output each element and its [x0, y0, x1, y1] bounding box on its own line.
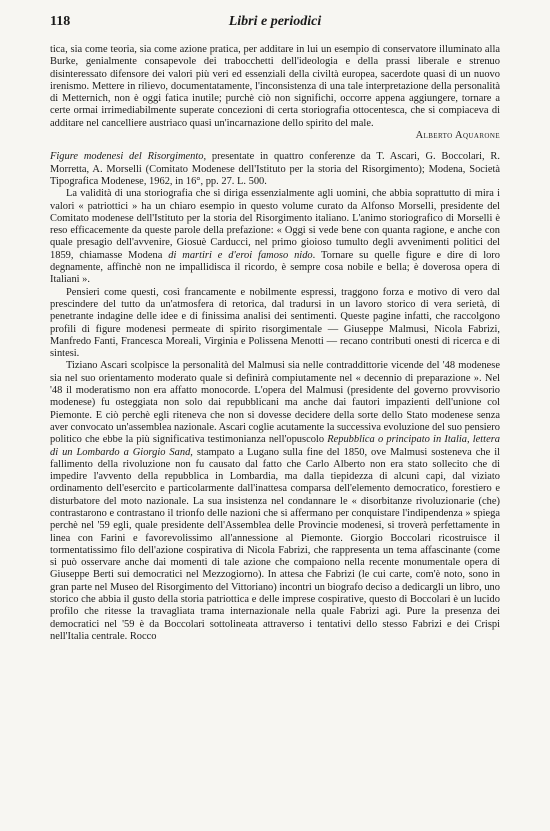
- review-heading: [50, 151, 500, 188]
- running-head: Libri e periodici: [228, 14, 322, 29]
- paragraph-text: Tiziano Ascari scolpisce la personalità del Malmusi sia nelle contraddittorie vicende del '48 modenese sia nel suo orientamento moderato quale si definirà compiutamente nel « decennio di preparazione ». Nel '48 il moderatismo non era affatto monocorde. L'opera del Malmusi (presidente del governo provvisorio modenese) fu osteggiata non solo dai repubblicani ma anche dai fautori impazienti dell'unione col Piemonte. E ciò perchè egli riteneva che non si dovesse decidere della sorte dello Stato modenese senza aver convocato un'assemblea nazionale. Ascari coglie acutamente la successiva evoluzione del suo pensiero politico che ebbe la più significativa testimonianza nell'opuscolo: [50, 360, 500, 446]
- review-paragraph-3: [50, 360, 500, 643]
- paragraph-text: La validità di una storiografia che si diriga essenzialmente agli uomini, che abbia soprattutto di mira i valori « patriottici » ha un chiaro esempio in questo volume curato da Alfonso Morselli, presidente del Comitato modenese dell'Istituto per la storia del Risorgimento italiano. L'animo storiografico di Morselli è reso efficacemente da queste parole della prefazione: « Oggi si vede bene con quanta ragione, e anche con quale presagio dell'avvenire, Giosuè Carducci, nel primo gioioso tumulto degli avvenimenti politici del 1859, chiamasse Modena: [50, 188, 500, 261]
- page-body: [50, 44, 500, 643]
- book-title: Figure modenesi del Risorgimento: [50, 151, 204, 163]
- review-paragraph-2: Pensieri come questi, così francamente e nobilmente espressi, traggono forza e motivo di vero dal prescindere del tutto da un'atmosfera di retorica, dal tradursi in un lavoro storico di vera serietà, di penetrante indagine delle idee e di finissima analisi dei sentimenti. Queste pagine infatti, che raccolgono profili di figure modenesi permeate di spirito risorgimentale — Giuseppe Malmusi, Nicola Fabrizi, Manfredo Fanti, Francesca Moreali, Virginia e Polissena Menotti — recano contributi onesti di ricerca e di sintesi.: [50, 286, 500, 360]
- reviewer-signature: Alberto Aquarone: [415, 130, 500, 142]
- previous-review-ending: tica, sia come teoria, sia come azione pratica, per additare in lui un esempio di conservatore illuminato alla Burke, genialmente consapevole dei trabocchetti dell'ideologia e della prassi liberale e strenuo disinteressato difensore dei valori più veri ed essenziali della civiltà europea, sacerdote quasi di un nuovo irenismo. Mettere in rilievo, documentatamente, l'inconsistenza di una tale interpretazione della personalità di Metternich, non è oggi fatica inutile; purchè ciò non significhi, occorre appena aggiungere, tornare a certe ormai irrimediabilmente superate concezioni di certa storiografia ottocentesca, che si compiaceva di additare nel cancelliere austriaco quasi un'incarnazione dello spirito del male.: [50, 44, 500, 129]
- page-header: [50, 14, 500, 36]
- book-bibliographic-details: , presentate in quattro conferenze da T. Ascari, G. Boccolari, R. Morretta, A. Morselli (Comitato Modenese dell'Istituto per la storia del Risorgimento); Modena, Società Tipografica Modenese, 1962, in 16°, pp. 27. L. 500.: [50, 151, 500, 187]
- page-number: 118: [50, 14, 71, 29]
- paragraph-text: . Tornare su quelle figure e dire di loro degnamente, affinchè non ne impallidisca il ricordo, è sempre cosa nobile e bella; è doverosa opera di Italiani ».: [50, 249, 501, 286]
- pamphlet-title: Repubblica o principato in Italia, lettera di un Lombardo a Giorgio Sand: [50, 434, 500, 458]
- paragraph-text: , stampato a Lugano sulla fine del 1850, ove Malmusi sosteneva che il fallimento della rivoluzione non fu causato dal fatto che Carlo Alberto non era stato sollecito che di impedire l'avvento della repubblica in Lombardia, ma dalla tiepidezza di alcuni capi, dal viziato ordinamento dell'esercito e particolarmente dall'inattesa comparsa dell'elemento democratico, forestiero e disturbatore del moto nazionale. La sua insistenza nel condannare le « disorbitanze rivoluzionarie (che) contrastarono e contrastano il trionfo delle nazioni che si affermano per conquistare l'indipendenza » spiega perchè nel '59 egli, quale presidente dell'Assemblea delle Provincie modenesi, si troverà perfettamente in linea con Farini e favorevolissimo all'annessione al Piemonte. Giorgio Boccolari ricostruisce il tormentatissimo filo dell'azione cospirativa di Nicola Fabrizi, che rappresenta un tema affascinante (come si può osservare anche dai momenti di tale azione che compaiono nella recente monumentale opera di Giuseppe Berti sui democratici nel Mezzogiorno). In attesa che Fabrizi (le cui carte, com'è noto, sono in gran parte nel Museo del Risorgimento del Vittoriano) incontri un biografo deciso a dedicargli un libro, uno storico che abbia il gusto della storia patriottica e delle imprese cospirative, questo di Boccolari è un lucido profilo che ritesse la travagliata trama internazionale nella quale Fabrizi agì. Pure la presenza dei democratici nel '59 è da Boccolari sottolineata attraverso i tentativi dello stesso Fabrizi e dei Crispi nell'Italia centrale. Rocco: [50, 446, 500, 642]
- review-paragraph-1: [50, 188, 500, 286]
- carducci-quote: di martiri e d'eroi famoso nido: [168, 249, 313, 261]
